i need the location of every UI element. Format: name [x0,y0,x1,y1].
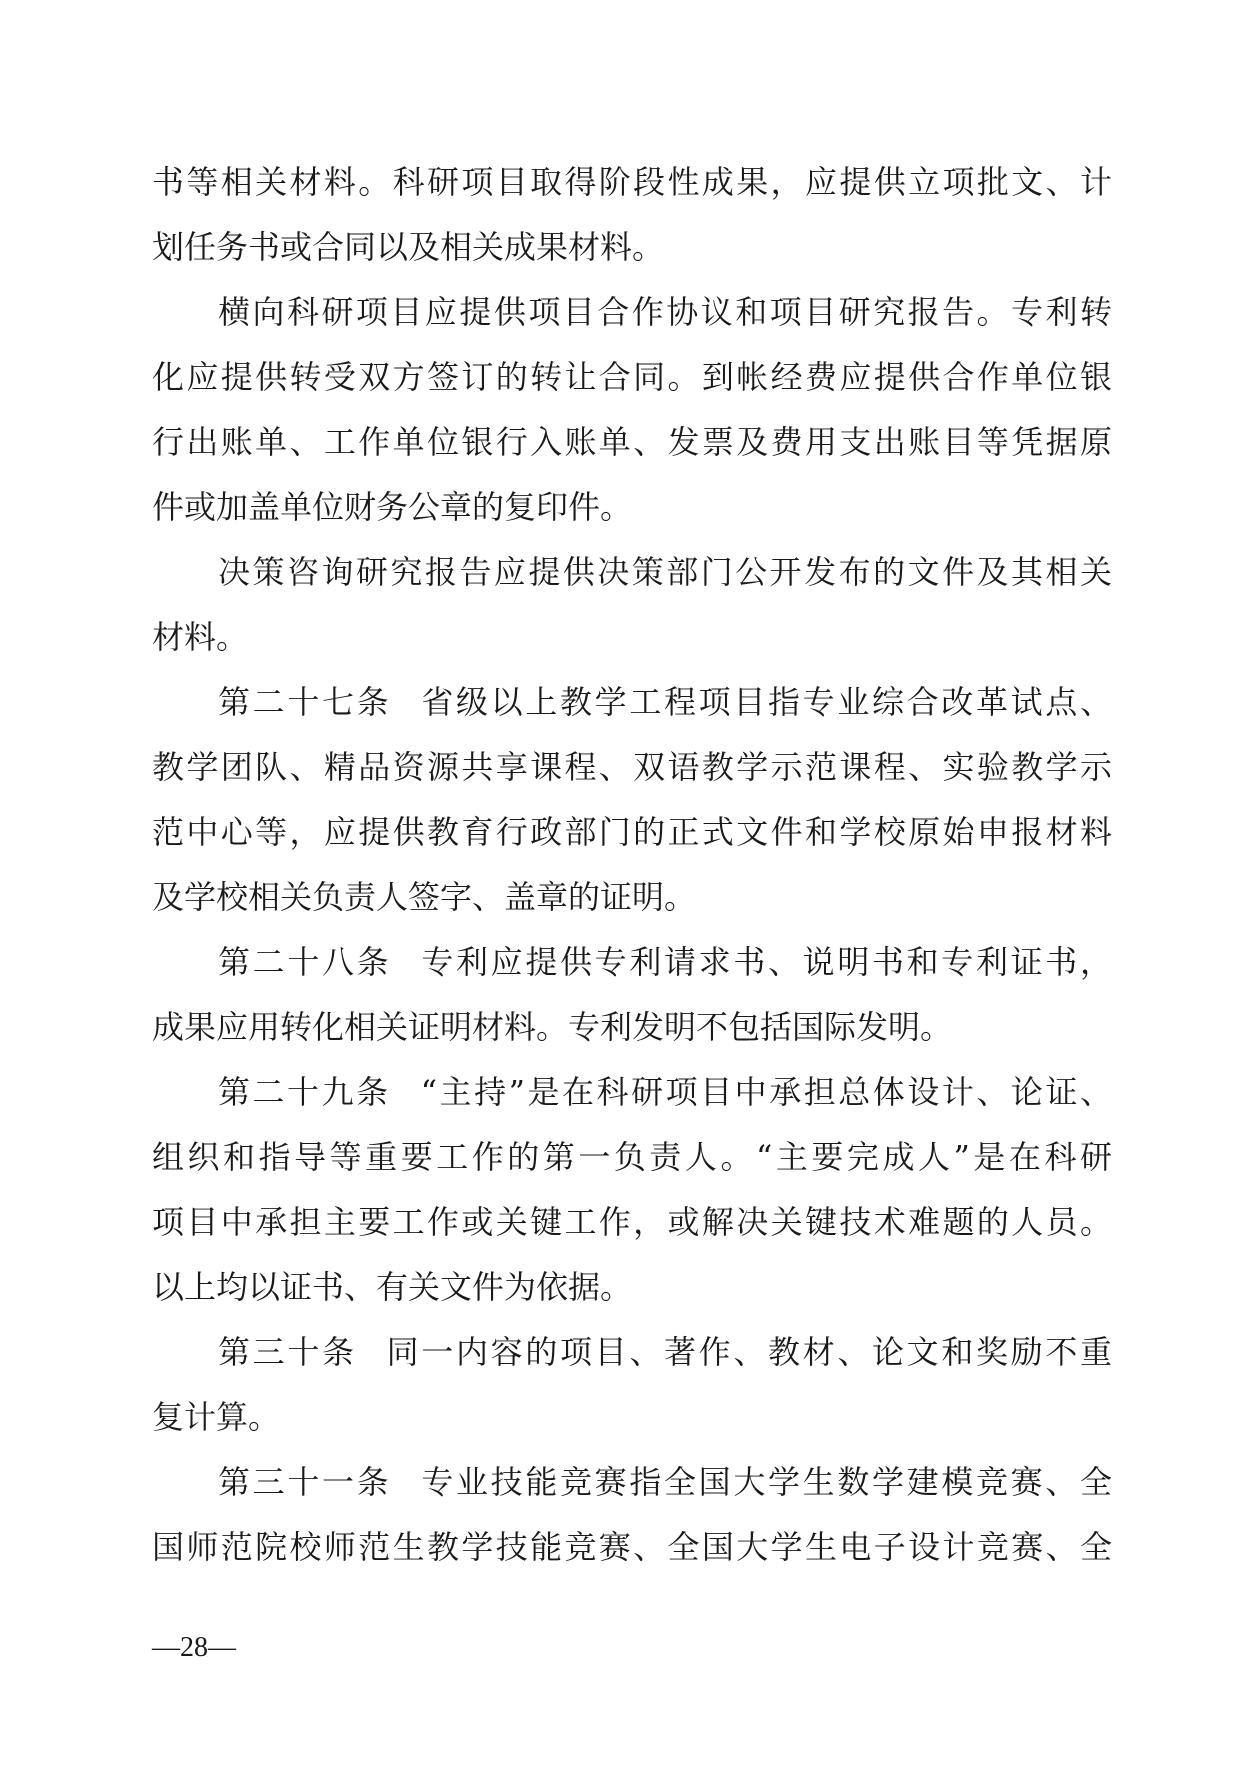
line-text: 组织和指导等重要工作的第一负责人。“主要完成人”是在科研 [152,1138,1112,1176]
line-text: 材料。 [152,618,249,656]
text-line [152,735,1112,800]
line-text: 横向科研项目应提供项目合作协议和项目研究报告。专利转 [218,293,1112,331]
line-text: 国师范院校师范生教学技能竞赛、全国大学生电子设计竞赛、全 [152,1528,1112,1566]
text-line [152,345,1112,410]
line-text: 决策咨询研究报告应提供决策部门公开发布的文件及其相关 [218,553,1112,591]
line-text: 专利应提供专利请求书、说明书和专利证书， [421,943,1112,981]
text-line [152,410,1112,475]
line-text: 划任务书或合同以及相关成果材料。 [152,228,665,266]
text-line [152,995,1112,1060]
article-number: 第二十七条 [218,683,392,721]
text-line [152,670,1112,735]
text-line [152,1450,1112,1515]
line-text: 以上均以证书、有关文件为依据。 [152,1268,633,1306]
text-line [152,150,1112,215]
line-text: 及学校相关负责人签字、盖章的证明。 [152,878,697,916]
text-line [152,475,1112,540]
line-text: 教学团队、精品资源共享课程、双语教学示范课程、实验教学示 [152,748,1112,786]
document-body [152,150,1112,1580]
article-number: 第二十八条 [218,943,392,981]
text-line [152,800,1112,865]
line-text: 复计算。 [152,1398,281,1436]
text-line [152,605,1112,670]
line-text: 项目中承担主要工作或关键工作，或解决关键技术难题的人员。 [152,1203,1112,1241]
text-line [152,1385,1112,1450]
text-line [152,865,1112,930]
text-line [152,1060,1112,1125]
article-number: 第二十九条 [218,1073,391,1111]
text-line [152,1125,1112,1190]
text-line [152,1515,1112,1580]
line-text: 省级以上教学工程项目指专业综合改革试点、 [421,683,1112,721]
line-text: “主持”是在科研项目中承担总体设计、论证、 [420,1073,1112,1111]
text-line [152,280,1112,345]
text-line [152,1190,1112,1255]
line-text: 同一内容的项目、著作、教材、论文和奖励不重 [386,1333,1112,1371]
line-text: 化应提供转受双方签订的转让合同。到帐经费应提供合作单位银 [152,358,1112,396]
line-text: 书等相关材料。科研项目取得阶段性成果，应提供立项批文、计 [152,163,1112,201]
text-line [152,1320,1112,1385]
page-number: —28— [152,1632,236,1663]
line-text: 范中心等，应提供教育行政部门的正式文件和学校原始申报材料 [152,813,1112,851]
text-line [152,930,1112,995]
line-text: 专业技能竞赛指全国大学生数学建模竞赛、全 [421,1463,1112,1501]
article-number: 第三十条 [218,1333,357,1371]
text-line [152,540,1112,605]
line-text: 行出账单、工作单位银行入账单、发票及费用支出账目等凭据原 [152,423,1112,461]
article-number: 第三十一条 [218,1463,392,1501]
text-line [152,215,1112,280]
line-text: 成果应用转化相关证明材料。专利发明不包括国际发明。 [152,1008,953,1046]
text-line [152,1255,1112,1320]
line-text: 件或加盖单位财务公章的复印件。 [152,488,633,526]
